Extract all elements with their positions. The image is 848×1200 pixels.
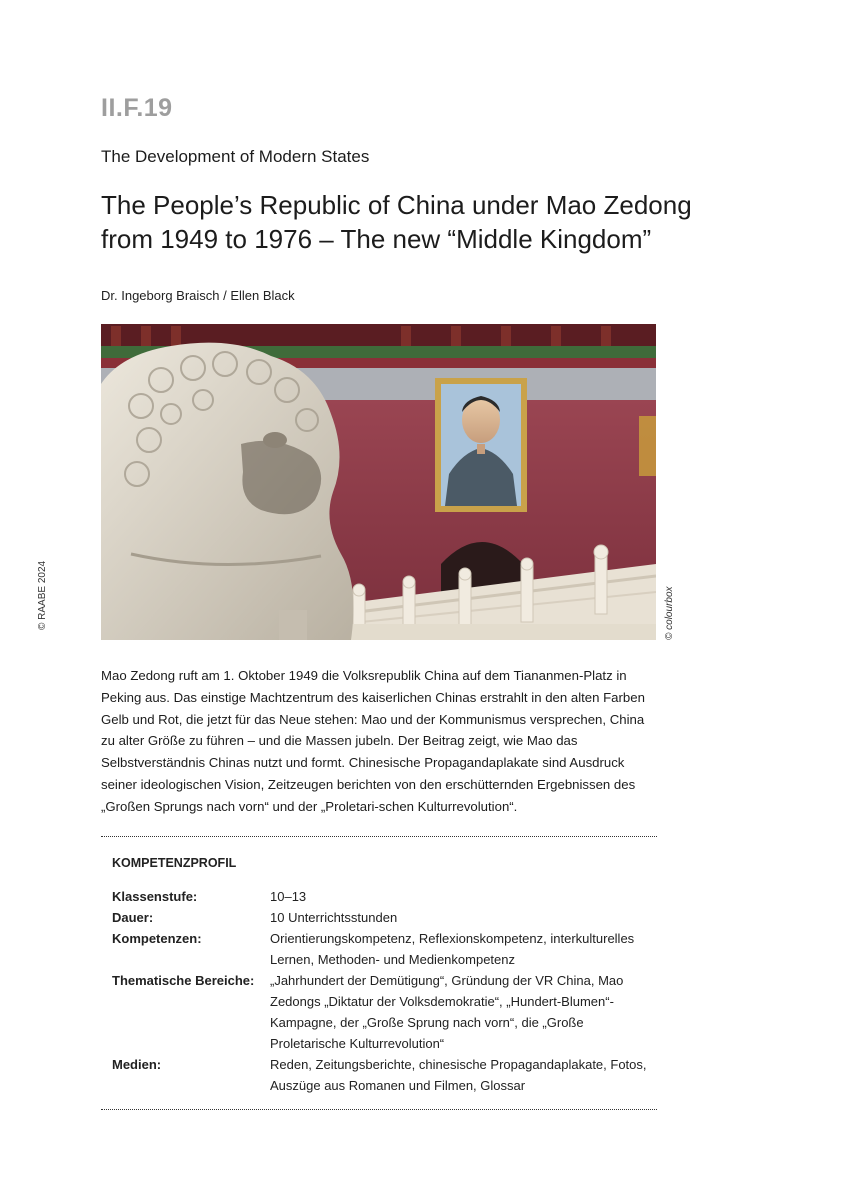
intro-paragraph: Mao Zedong ruft am 1. Oktober 1949 die Volksrepublik China auf dem Tiananmen-Platz in Peking aus. Das einstige Machtzentrum des kaiserlichen Chinas erstrahlt in den alten Farben Gelb und Rot, die jetzt für das Neue stehen: Mao und der Kommunismus versprechen, China zu alter Größe zu führen – und die Massen jubeln. Der Beitrag zeigt, wie Mao das Selbstverständnis Chinas nutzt und formt. Chinesische Propagandaplakate sind Ausdruck seiner ideologischen Vision, Zeitzeugen berichten von den erschütternden Ergebnissen des „Großen Sprungs nach vorn“ und der „Proletari-schen Kulturrevolution“. bbox=[101, 668, 645, 814]
profile-label: Klassenstufe: bbox=[112, 889, 198, 904]
profile-label: Dauer: bbox=[112, 910, 154, 925]
title-line-2: from 1949 to 1976 – The new “Middle Kingdom” bbox=[101, 224, 652, 254]
profile-value: 10–13 bbox=[270, 889, 307, 904]
tiananmen-lion-illustration bbox=[101, 324, 656, 640]
profile-label: Kompetenzen: bbox=[112, 931, 202, 946]
kompetenzprofil-heading: KOMPETENZPROFIL bbox=[112, 856, 237, 870]
photo-credit: © colourbox bbox=[664, 586, 675, 640]
cover-photo bbox=[101, 324, 656, 640]
series-title: The Development of Modern States bbox=[101, 147, 370, 166]
profile-value: „Jahrhundert der Demütigung“, Gründung der VR China, Mao Zedongs „Diktatur der Volksdemokratie“, „Hundert-Blumen“-Kampagne, der „Große Sprung nach vorn“, die „Große Proletarische Kulturrevolution“ bbox=[270, 973, 624, 1051]
profile-label: Thematische Bereiche: bbox=[112, 973, 255, 988]
page-title bbox=[101, 188, 701, 256]
divider-top bbox=[101, 836, 657, 837]
side-copyright: © RAABE 2024 bbox=[37, 560, 48, 630]
profile-value: Reden, Zeitungsberichte, chinesische Propagandaplakate, Fotos, Auszüge aus Romanen und Filmen, Glossar bbox=[270, 1057, 647, 1093]
title-line-1: The People’s Republic of China under Mao Zedong bbox=[101, 190, 692, 220]
profile-value: Orientierungskompetenz, Reflexionskompetenz, interkulturelles Lernen, Methoden- und Medienkompetenz bbox=[270, 931, 635, 967]
document-code: II.F.19 bbox=[101, 94, 173, 122]
profile-label: Medien: bbox=[112, 1057, 162, 1072]
profile-value: 10 Unterrichtsstunden bbox=[270, 910, 398, 925]
authors: Dr. Ingeborg Braisch / Ellen Black bbox=[101, 288, 295, 303]
divider-bottom bbox=[101, 1109, 657, 1110]
